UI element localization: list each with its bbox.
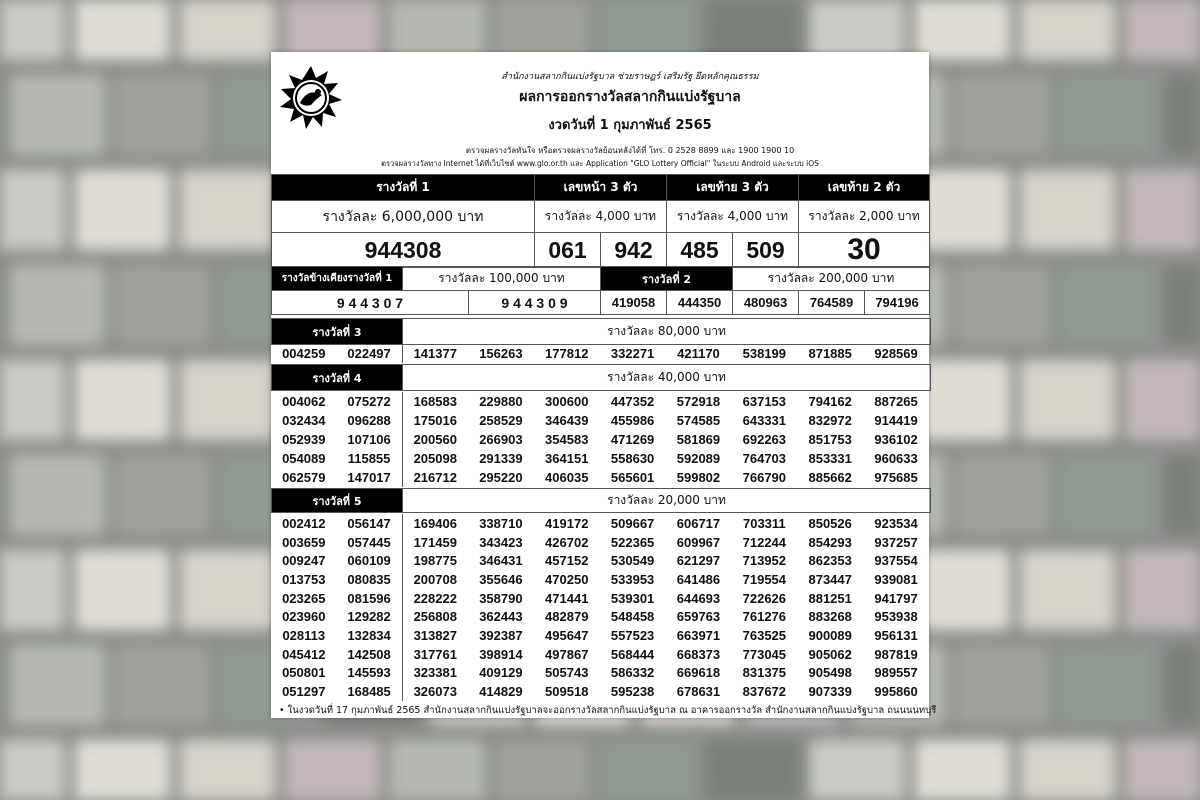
background-ticket	[600, 0, 695, 60]
fifth-prize-number: 003659	[282, 534, 326, 550]
fourth-prize-number: 258529	[479, 413, 523, 428]
fourth-prize-number: 592089	[676, 451, 721, 466]
fourth-prize-number: 764703	[742, 451, 787, 466]
fourth-prize-numbers	[271, 392, 929, 487]
background-ticket	[115, 645, 210, 725]
fifth-prize-number: 457152	[545, 553, 589, 569]
background-ticket	[495, 740, 590, 800]
fifth-prize-number: 557523	[610, 627, 655, 643]
last3-label: เลขท้าย 3 ตัว	[667, 175, 799, 201]
third-prize-number: 004259	[282, 346, 326, 361]
fifth-prize-number: 837672	[742, 684, 787, 700]
fifth-prize-number: 471441	[545, 590, 589, 606]
third-prize-number: 177812	[545, 346, 589, 361]
first-prize-label: รางวัลที่ 1	[272, 175, 535, 201]
background-ticket	[0, 740, 65, 800]
fourth-prize-number: 096288	[337, 411, 403, 430]
fifth-prize-number: 773045	[742, 646, 787, 662]
background-ticket	[10, 645, 105, 725]
fifth-prize-number: 719554	[742, 571, 787, 587]
fifth-prize-number: 060109	[337, 551, 403, 570]
fourth-prize-number: 054089	[282, 451, 326, 466]
background-ticket	[1020, 0, 1115, 60]
background-ticket	[10, 455, 105, 535]
fourth-prize-number: 643331	[742, 413, 787, 428]
background-ticket	[115, 75, 210, 155]
fifth-prize-number: 530549	[610, 553, 655, 569]
fourth-prize-number: 766790	[742, 470, 787, 485]
fifth-prize-number: 939081	[874, 571, 918, 587]
fifth-prize-number: 482879	[545, 609, 589, 625]
background-ticket	[0, 360, 65, 440]
background-ticket	[810, 740, 905, 800]
third-prize-number: 928569	[874, 346, 918, 361]
fifth-prize-number: 200708	[413, 571, 457, 587]
third-prize-number: 871885	[808, 346, 852, 361]
background-ticket	[1020, 170, 1115, 250]
background-ticket	[390, 0, 485, 60]
background-ticket	[0, 170, 65, 250]
fifth-prize-number: 168485	[337, 682, 403, 701]
fifth-prize-number: 228222	[413, 590, 457, 606]
fourth-prize-number: 885662	[808, 470, 852, 485]
second-prize-number: 419058	[601, 291, 667, 315]
background-ticket	[285, 0, 380, 60]
fifth-prize-number: 941797	[874, 590, 918, 606]
fourth-prize-number: 558630	[610, 451, 655, 466]
fifth-prize-number: 013753	[282, 571, 326, 587]
fifth-prize-number: 323381	[413, 665, 457, 681]
fifth-prize-number: 045412	[282, 646, 326, 662]
fourth-prize-number: 565601	[610, 470, 655, 485]
background-ticket	[1165, 265, 1200, 345]
last2-amount: รางวัลละ 2,000 บาท	[799, 201, 930, 233]
fourth-prize-number: 266903	[479, 432, 523, 447]
fifth-prize-header	[271, 488, 931, 513]
fifth-prize-number: 398914	[479, 646, 523, 662]
fifth-prize-number: 051297	[282, 684, 326, 700]
fifth-prize-number: 129282	[337, 607, 403, 626]
fifth-prize-number: 881251	[808, 590, 852, 606]
fourth-prize-header	[271, 364, 931, 391]
fourth-prize-number: 115855	[337, 449, 403, 468]
fifth-prize-number: 995860	[874, 684, 918, 700]
third-prize-number: 421170	[677, 346, 720, 361]
fourth-prize-number: 851753	[808, 432, 852, 447]
fourth-prize-number: 887265	[874, 394, 918, 409]
last2-label: เลขท้าย 2 ตัว	[799, 175, 930, 201]
fifth-prize-number: 956131	[874, 627, 918, 643]
fifth-prize-number: 028113	[282, 627, 326, 643]
fifth-prize-number: 659763	[676, 609, 721, 625]
fourth-prize-number: 406035	[545, 470, 589, 485]
fourth-prize-number: 032434	[282, 413, 326, 428]
background-ticket	[955, 75, 1050, 155]
near-first-number-2: 9 4 4 3 0 9	[469, 291, 601, 315]
fourth-prize-number: 960633	[874, 451, 918, 466]
background-ticket	[10, 75, 105, 155]
front3-amount: รางวัลละ 4,000 บาท	[535, 201, 667, 233]
draw-date: งวดวันที่ 1 กุมภาพันธ์ 2565	[548, 118, 712, 133]
fourth-prize-number: 832972	[808, 413, 852, 428]
org-motto: สำนักงานสลากกินแบ่งรัฐบาล ช่วยราษฎร์ เสริมรัฐ ยึดหลักคุณธรรม	[501, 72, 759, 82]
fifth-prize-number: 142508	[337, 645, 403, 664]
fifth-prize-number: 595238	[610, 684, 655, 700]
background-ticket	[390, 740, 485, 800]
background-ticket	[10, 265, 105, 345]
fifth-prize-number: 009247	[282, 553, 326, 569]
fifth-prize-number: 023265	[282, 590, 326, 606]
fifth-prize-number: 338710	[479, 515, 523, 531]
front3-number-2: 942	[601, 233, 667, 268]
fifth-prize-number: 539301	[610, 590, 655, 606]
fifth-prize-number: 987819	[874, 646, 918, 662]
fourth-prize-number: 291339	[479, 451, 523, 466]
fourth-prize-number: 637153	[742, 394, 787, 409]
background-ticket	[705, 740, 800, 800]
fifth-prize-number: 668373	[676, 646, 721, 662]
fourth-prize-number: 794162	[808, 394, 852, 409]
third-prize-number: 538199	[742, 346, 787, 361]
fourth-prize-number: 229880	[479, 394, 523, 409]
background-ticket	[115, 265, 210, 345]
info-phone: ตรวจผลรางวัลทันใจ หรือตรวจผลรางวัลย้อนหลังได้ที่ โทร. 0 2528 8899 และ 1900 1900 10	[465, 146, 795, 155]
fourth-prize-number: 200560	[413, 432, 457, 447]
background-ticket	[705, 0, 800, 60]
fifth-prize-number: 989557	[874, 665, 918, 681]
fifth-prize-number: 343423	[479, 534, 523, 550]
fourth-prize-number: 346439	[545, 413, 589, 428]
second-prize-number: 764589	[799, 291, 865, 315]
second-prize-number: 794196	[865, 291, 930, 315]
fourth-prize-number: 168583	[413, 394, 457, 409]
fifth-prize-number: 586332	[610, 665, 655, 681]
fifth-prize-number: 713952	[742, 553, 787, 569]
background-ticket	[1165, 455, 1200, 535]
background-ticket	[285, 740, 380, 800]
fifth-prize-number: 355646	[479, 571, 523, 587]
second-prize-amount: รางวัลละ 200,000 บาท	[733, 267, 930, 291]
fifth-prize-number: 057445	[337, 533, 403, 552]
fifth-prize-number: 883268	[808, 609, 852, 625]
front3-number-1: 061	[535, 233, 601, 268]
third-prize-number: 022497	[337, 344, 403, 363]
front3-label: เลขหน้า 3 ตัว	[535, 175, 667, 201]
second-prize-number: 480963	[733, 291, 799, 315]
fifth-prize-number: 145593	[337, 664, 403, 683]
background-ticket	[75, 360, 170, 440]
fourth-prize-number: 692263	[742, 432, 787, 447]
fifth-prize-numbers	[271, 514, 929, 701]
near-first-amount: รางวัลละ 100,000 บาท	[403, 267, 601, 291]
third-prize-number: 332271	[610, 346, 655, 361]
fifth-prize-number: 419172	[545, 515, 589, 531]
background-ticket	[1060, 455, 1155, 535]
fifth-prize-number: 509518	[545, 684, 589, 700]
background-ticket	[1165, 75, 1200, 155]
fifth-prize-number: 548458	[610, 609, 655, 625]
second-prize-number: 444350	[667, 291, 733, 315]
fifth-prize-number: 722626	[742, 590, 787, 606]
fifth-prize-number: 907339	[808, 684, 852, 700]
background-ticket	[955, 455, 1050, 535]
fourth-prize-amount: รางวัลละ 40,000 บาท	[403, 365, 931, 391]
third-prize-number: 156263	[479, 346, 523, 361]
fourth-prize-number: 205098	[413, 451, 457, 466]
footnote: • ในงวดวันที่ 17 กุมภาพันธ์ 2565 สำนักงานสลากกินแบ่งรัฐบาลจะออกรางวัลสลากกินแบ่งรัฐบาล ณ อาคารออกรางวัล สำนักงานสลากกินแบ่งรัฐบาล ถนนนนทบุรี	[279, 705, 937, 716]
background-ticket	[1125, 740, 1200, 800]
fifth-prize-number: 606717	[676, 515, 721, 531]
fourth-prize-number: 300600	[545, 394, 589, 409]
last3-number-2: 509	[733, 233, 799, 268]
fifth-prize-number: 533953	[610, 571, 655, 587]
fourth-prize-number: 075272	[337, 392, 403, 411]
near-first-number-1: 9 4 4 3 0 7	[272, 291, 469, 315]
fifth-prize-number: 470250	[545, 571, 589, 587]
fourth-prize-number: 295220	[479, 470, 523, 485]
first-prize-number: 944308	[272, 233, 535, 268]
background-ticket	[915, 0, 1010, 60]
fifth-prize-number: 346431	[479, 553, 523, 569]
background-ticket	[810, 0, 905, 60]
fifth-prize-number: 256808	[413, 609, 457, 625]
fourth-prize-number: 052939	[282, 432, 326, 447]
background-ticket	[915, 550, 1010, 630]
background-ticket	[1020, 360, 1115, 440]
background-ticket	[915, 740, 1010, 800]
fifth-prize-number: 171459	[413, 534, 457, 550]
background-ticket	[955, 265, 1050, 345]
background-ticket	[600, 740, 695, 800]
fifth-prize-number: 317761	[413, 646, 457, 662]
background-ticket	[1125, 170, 1200, 250]
near-first-label: รางวัลข้างเคียงรางวัลที่ 1	[272, 267, 403, 291]
fourth-prize-number: 354583	[545, 432, 589, 447]
sheet-header	[271, 52, 929, 172]
fifth-prize-number: 900089	[808, 627, 852, 643]
fifth-prize-number: 761276	[742, 609, 787, 625]
fifth-prize-number: 132834	[337, 626, 403, 645]
fifth-prize-number: 678631	[676, 684, 721, 700]
fifth-prize-number: 081596	[337, 589, 403, 608]
background-ticket	[1165, 645, 1200, 725]
fourth-prize-number: 574585	[676, 413, 721, 428]
fifth-prize-number: 002412	[282, 515, 326, 531]
fifth-prize-number: 923534	[874, 515, 918, 531]
third-prize-amount: รางวัลละ 80,000 บาท	[403, 319, 931, 345]
fourth-prize-number: 572918	[676, 394, 721, 409]
fourth-prize-number: 364151	[545, 451, 589, 466]
fifth-prize-number: 358790	[479, 590, 523, 606]
fifth-prize-number: 669618	[676, 665, 721, 681]
third-prize-number: 141377	[413, 346, 457, 361]
background-ticket	[75, 170, 170, 250]
third-prize-table	[271, 318, 931, 345]
fifth-prize-number: 505743	[545, 665, 589, 681]
fifth-prize-number: 050801	[282, 665, 326, 681]
fifth-prize-number: 905062	[808, 646, 852, 662]
background-ticket	[955, 645, 1050, 725]
fourth-prize-number: 216712	[413, 470, 457, 485]
fifth-prize-number: 023960	[282, 609, 326, 625]
fifth-prize-number: 509667	[610, 515, 655, 531]
last3-number-1: 485	[667, 233, 733, 268]
fourth-prize-number: 914419	[874, 413, 918, 428]
background-ticket	[180, 740, 275, 800]
fifth-prize-number: 392387	[479, 627, 523, 643]
background-ticket	[115, 455, 210, 535]
fifth-prize-number: 905498	[808, 665, 852, 681]
fifth-prize-number: 497867	[545, 646, 589, 662]
fifth-prize-number: 495647	[545, 627, 589, 643]
background-ticket	[0, 550, 65, 630]
fifth-prize-number: 609967	[676, 534, 721, 550]
top-prizes-table	[271, 174, 930, 268]
fourth-prize-number: 147017	[337, 468, 403, 487]
fifth-prize-number: 937257	[874, 534, 918, 550]
fifth-prize-number: 198775	[413, 553, 457, 569]
third-prize-numbers	[271, 344, 929, 363]
first-prize-amount: รางวัลละ 6,000,000 บาท	[272, 201, 535, 233]
fifth-prize-number: 953938	[874, 609, 918, 625]
fourth-prize-number: 455986	[610, 413, 655, 428]
background-ticket	[0, 0, 65, 60]
fourth-prize-number: 062579	[282, 470, 326, 485]
fourth-prize-number: 004062	[282, 394, 326, 409]
fifth-prize-number: 712244	[742, 534, 787, 550]
fifth-prize-number: 641486	[676, 571, 721, 587]
background-ticket	[1060, 265, 1155, 345]
fifth-prize-number: 414829	[479, 684, 523, 700]
background-ticket	[180, 550, 275, 630]
fifth-prize-number: 169406	[413, 515, 457, 531]
fourth-prize-number: 581869	[676, 432, 721, 447]
fourth-prize-number: 975685	[874, 470, 918, 485]
fifth-prize-number: 831375	[742, 665, 787, 681]
fifth-prize-number: 426702	[545, 534, 589, 550]
background-ticket	[1060, 645, 1155, 725]
fifth-prize-number: 644693	[676, 590, 721, 606]
fourth-prize-number: 447352	[610, 394, 655, 409]
fifth-prize-number: 409129	[479, 665, 523, 681]
last2-number: 30	[799, 233, 930, 268]
fifth-prize-amount: รางวัลละ 20,000 บาท	[403, 489, 931, 513]
background-ticket	[1060, 75, 1155, 155]
fifth-prize-number: 703311	[742, 515, 786, 531]
fifth-prize-number: 362443	[479, 609, 523, 625]
fourth-prize-number: 175016	[413, 413, 457, 428]
fifth-prize-number: 763525	[742, 627, 787, 643]
background-ticket	[75, 550, 170, 630]
fifth-prize-number: 862353	[808, 553, 852, 569]
fifth-prize-number: 313827	[413, 627, 457, 643]
fifth-prize-number: 568444	[610, 646, 655, 662]
background-ticket	[180, 0, 275, 60]
fifth-prize-number: 663971	[676, 627, 721, 643]
background-ticket	[1125, 550, 1200, 630]
fifth-prize-number: 937554	[874, 553, 918, 569]
fifth-prize-number: 873447	[808, 571, 852, 587]
background-ticket	[75, 740, 170, 800]
fifth-prize-number: 850526	[808, 515, 852, 531]
fourth-prize-number: 599802	[676, 470, 721, 485]
fourth-prize-number: 107106	[337, 430, 403, 449]
fourth-prize-number: 936102	[874, 432, 918, 447]
background-ticket	[1020, 740, 1115, 800]
info-web: ตรวจผลรางวัลทาง Internet ได้ที่เว็บไซต์ www.glo.or.th และ Application "GLO Lottery Official" ในระบบ Android และระบบ iOS	[381, 159, 819, 168]
fifth-prize-label: รางวัลที่ 5	[272, 489, 403, 513]
third-prize-label: รางวัลที่ 3	[272, 319, 403, 345]
background-ticket	[1125, 0, 1200, 60]
page-title: ผลการออกรางวัลสลากกินแบ่งรัฐบาล	[519, 89, 741, 105]
second-prizes-table	[271, 266, 930, 315]
background-ticket	[75, 0, 170, 60]
last3-amount: รางวัลละ 4,000 บาท	[667, 201, 799, 233]
fifth-prize-number: 621297	[676, 553, 721, 569]
fourth-prize-number: 471269	[610, 432, 655, 447]
second-prize-label: รางวัลที่ 2	[601, 267, 733, 291]
fifth-prize-number: 326073	[413, 684, 457, 700]
fourth-prize-number: 853331	[808, 451, 852, 466]
fifth-prize-number: 056147	[337, 514, 403, 533]
background-ticket	[1020, 550, 1115, 630]
background-ticket	[1125, 360, 1200, 440]
fifth-prize-number: 522365	[610, 534, 655, 550]
fifth-prize-number: 080835	[337, 570, 403, 589]
fourth-prize-label: รางวัลที่ 4	[272, 365, 403, 391]
fifth-prize-number: 854293	[808, 534, 852, 550]
background-ticket	[495, 0, 590, 60]
background-ticket	[180, 170, 275, 250]
lottery-result-sheet	[271, 52, 937, 718]
background-ticket	[180, 360, 275, 440]
